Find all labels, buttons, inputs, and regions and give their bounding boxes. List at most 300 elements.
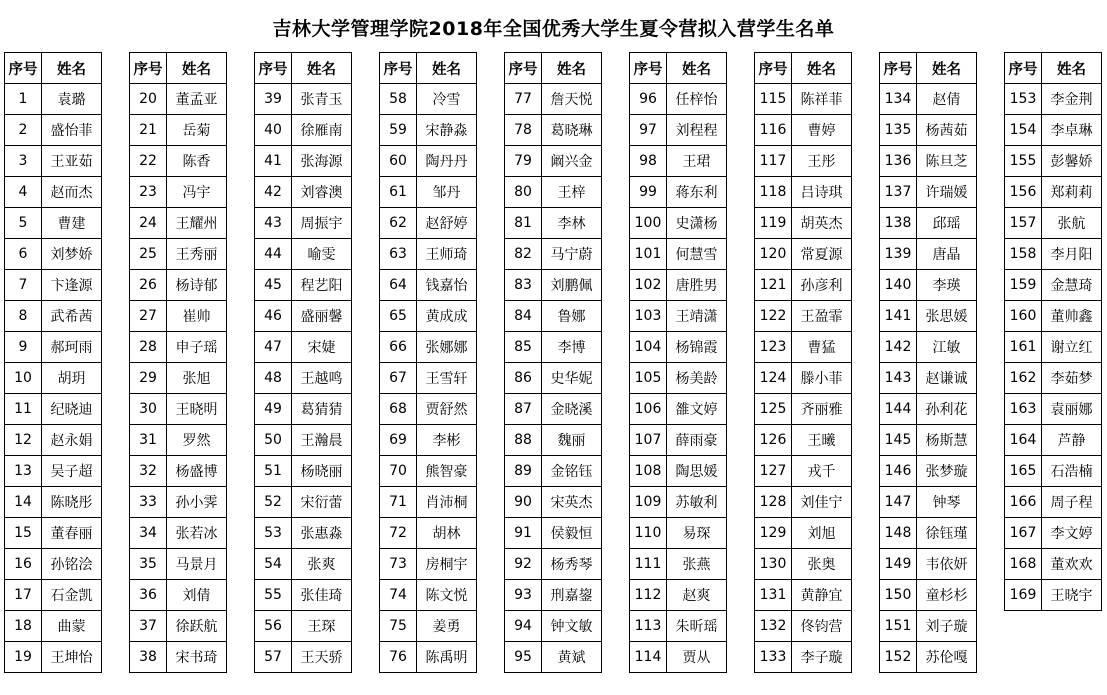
table-row: [255, 363, 352, 394]
row-number: 84: [505, 301, 542, 332]
row-number: 3: [5, 146, 42, 177]
table-row: [1005, 208, 1102, 239]
table-row: [880, 270, 977, 301]
row-number: 13: [5, 456, 42, 487]
table-row: [630, 270, 727, 301]
table-row: [505, 580, 602, 611]
table-row: [380, 332, 477, 363]
table-row: [255, 642, 352, 673]
student-name: 鲁娜: [542, 301, 602, 332]
row-number: 89: [505, 456, 542, 487]
student-name: 葛晓琳: [542, 115, 602, 146]
roster-table: [879, 52, 977, 673]
student-name: 杨秀琴: [542, 549, 602, 580]
table-row: [130, 642, 227, 673]
student-name: 贾舒然: [417, 394, 477, 425]
student-name: 刘倩: [167, 580, 227, 611]
row-number: 63: [380, 239, 417, 270]
student-name: 王瀚晨: [292, 425, 352, 456]
header-number: 序号: [255, 53, 292, 84]
student-name: 周振宇: [292, 208, 352, 239]
student-name: 张梦璇: [917, 456, 977, 487]
row-number: 99: [630, 177, 667, 208]
header-number: 序号: [5, 53, 42, 84]
student-name: 盛丽馨: [292, 301, 352, 332]
table-row: [130, 177, 227, 208]
student-name: 程艺阳: [292, 270, 352, 301]
table-row: [1005, 270, 1102, 301]
row-number: 24: [130, 208, 167, 239]
table-row: [505, 146, 602, 177]
row-number: 43: [255, 208, 292, 239]
row-number: 133: [755, 642, 792, 673]
table-row: [255, 518, 352, 549]
table-row: [130, 363, 227, 394]
row-number: 142: [880, 332, 917, 363]
table-row: [755, 146, 852, 177]
row-number: 75: [380, 611, 417, 642]
student-name: 杨美龄: [667, 363, 727, 394]
row-number: 102: [630, 270, 667, 301]
row-number: 122: [755, 301, 792, 332]
student-name: 孙小霁: [167, 487, 227, 518]
student-name: 金铭钰: [542, 456, 602, 487]
table-row: [755, 487, 852, 518]
row-number: 128: [755, 487, 792, 518]
row-number: 169: [1005, 580, 1042, 611]
table-row: [630, 518, 727, 549]
table-row: [880, 208, 977, 239]
row-number: 116: [755, 115, 792, 146]
student-name: 赵而杰: [42, 177, 102, 208]
student-name: 董孟亚: [167, 84, 227, 115]
row-number: 17: [5, 580, 42, 611]
table-row: [1005, 518, 1102, 549]
table-row: [505, 518, 602, 549]
student-name: 杨茜茹: [917, 115, 977, 146]
row-number: 10: [5, 363, 42, 394]
table-row: [880, 363, 977, 394]
student-name: 陈祥菲: [792, 84, 852, 115]
student-name: 彭馨娇: [1042, 146, 1102, 177]
student-name: 徐跃航: [167, 611, 227, 642]
row-number: 37: [130, 611, 167, 642]
table-row: [1005, 332, 1102, 363]
table-row: [5, 611, 102, 642]
table-row: [255, 332, 352, 363]
student-name: 蒋东利: [667, 177, 727, 208]
table-row: [130, 425, 227, 456]
row-number: 140: [880, 270, 917, 301]
student-name: 崔帅: [167, 301, 227, 332]
table-row: [505, 208, 602, 239]
student-name: 张娜娜: [417, 332, 477, 363]
table-row: [5, 518, 102, 549]
row-number: 76: [380, 642, 417, 673]
row-number: 29: [130, 363, 167, 394]
student-name: 薛雨豪: [667, 425, 727, 456]
row-number: 148: [880, 518, 917, 549]
row-number: 105: [630, 363, 667, 394]
student-name: 卞逢源: [42, 270, 102, 301]
student-name: 董欢欢: [1042, 549, 1102, 580]
row-number: 131: [755, 580, 792, 611]
student-name: 刘佳宁: [792, 487, 852, 518]
table-row: [380, 487, 477, 518]
row-number: 107: [630, 425, 667, 456]
table-row: [630, 301, 727, 332]
header-name: 姓名: [167, 53, 227, 84]
row-number: 1: [5, 84, 42, 115]
student-name: 李金荆: [1042, 84, 1102, 115]
student-name: 张旭: [167, 363, 227, 394]
table-row: [1005, 146, 1102, 177]
row-number: 31: [130, 425, 167, 456]
row-number: 48: [255, 363, 292, 394]
table-row: [255, 177, 352, 208]
table-row: [880, 642, 977, 673]
table-row: [1005, 363, 1102, 394]
table-row: [755, 394, 852, 425]
student-name: 王越鸣: [292, 363, 352, 394]
table-row: [630, 177, 727, 208]
row-number: 118: [755, 177, 792, 208]
table-row: [380, 239, 477, 270]
row-number: 156: [1005, 177, 1042, 208]
table-row: [505, 332, 602, 363]
table-row: [755, 270, 852, 301]
table-row: [130, 146, 227, 177]
table-row: [755, 84, 852, 115]
student-name: 张青玉: [292, 84, 352, 115]
table-row: [5, 146, 102, 177]
table-row: [1005, 301, 1102, 332]
header-number: 序号: [755, 53, 792, 84]
student-name: 史潇杨: [667, 208, 727, 239]
student-name: 董春丽: [42, 518, 102, 549]
row-number: 62: [380, 208, 417, 239]
row-number: 38: [130, 642, 167, 673]
row-number: 46: [255, 301, 292, 332]
row-number: 18: [5, 611, 42, 642]
header-number: 序号: [880, 53, 917, 84]
table-row: [130, 115, 227, 146]
table-row: [505, 115, 602, 146]
header-row: [880, 53, 977, 84]
student-name: 冷雪: [417, 84, 477, 115]
student-name: 戎千: [792, 456, 852, 487]
row-number: 68: [380, 394, 417, 425]
row-number: 108: [630, 456, 667, 487]
student-name: 赵爽: [667, 580, 727, 611]
header-row: [755, 53, 852, 84]
row-number: 19: [5, 642, 42, 673]
table-row: [130, 580, 227, 611]
table-row: [1005, 425, 1102, 456]
row-number: 109: [630, 487, 667, 518]
table-row: [755, 549, 852, 580]
table-row: [505, 642, 602, 673]
table-row: [630, 456, 727, 487]
student-name: 王晓宇: [1042, 580, 1102, 611]
table-row: [380, 84, 477, 115]
table-row: [880, 177, 977, 208]
row-number: 144: [880, 394, 917, 425]
table-row: [505, 301, 602, 332]
table-row: [755, 301, 852, 332]
header-name: 姓名: [792, 53, 852, 84]
table-row: [505, 425, 602, 456]
student-name: 苏敏利: [667, 487, 727, 518]
student-name: 武希茜: [42, 301, 102, 332]
student-name: 王师琦: [417, 239, 477, 270]
student-name: 胡玥: [42, 363, 102, 394]
row-number: 96: [630, 84, 667, 115]
row-number: 44: [255, 239, 292, 270]
student-name: 陶丹丹: [417, 146, 477, 177]
student-name: 宋英杰: [542, 487, 602, 518]
table-row: [755, 115, 852, 146]
student-name: 金晓溪: [542, 394, 602, 425]
row-number: 2: [5, 115, 42, 146]
table-row: [755, 518, 852, 549]
table-row: [130, 332, 227, 363]
table-row: [380, 580, 477, 611]
row-number: 80: [505, 177, 542, 208]
roster-table: [629, 52, 727, 673]
table-row: [130, 611, 227, 642]
row-number: 4: [5, 177, 42, 208]
row-number: 141: [880, 301, 917, 332]
row-number: 88: [505, 425, 542, 456]
student-name: 熊智豪: [417, 456, 477, 487]
table-row: [880, 580, 977, 611]
roster-table: [254, 52, 352, 673]
student-name: 曹猛: [792, 332, 852, 363]
row-number: 36: [130, 580, 167, 611]
row-number: 30: [130, 394, 167, 425]
student-name: 杨诗郁: [167, 270, 227, 301]
row-number: 161: [1005, 332, 1042, 363]
row-number: 129: [755, 518, 792, 549]
table-row: [880, 549, 977, 580]
row-number: 145: [880, 425, 917, 456]
student-name: 黄成成: [417, 301, 477, 332]
student-name: 张佳琦: [292, 580, 352, 611]
student-name: 钟琴: [917, 487, 977, 518]
student-name: 李文婷: [1042, 518, 1102, 549]
student-name: 刘程程: [667, 115, 727, 146]
table-row: [5, 177, 102, 208]
student-name: 孙彦利: [792, 270, 852, 301]
row-number: 35: [130, 549, 167, 580]
student-name: 吴子超: [42, 456, 102, 487]
student-name: 李卓琳: [1042, 115, 1102, 146]
student-name: 李彬: [417, 425, 477, 456]
table-row: [5, 84, 102, 115]
header-name: 姓名: [417, 53, 477, 84]
header-number: 序号: [130, 53, 167, 84]
table-row: [380, 146, 477, 177]
row-number: 85: [505, 332, 542, 363]
row-number: 120: [755, 239, 792, 270]
table-row: [505, 611, 602, 642]
table-row: [255, 115, 352, 146]
row-number: 136: [880, 146, 917, 177]
row-number: 166: [1005, 487, 1042, 518]
table-row: [130, 394, 227, 425]
row-number: 77: [505, 84, 542, 115]
row-number: 152: [880, 642, 917, 673]
row-number: 93: [505, 580, 542, 611]
table-row: [1005, 580, 1102, 611]
row-number: 47: [255, 332, 292, 363]
student-name: 齐丽雅: [792, 394, 852, 425]
page-title: 吉林大学管理学院2018年全国优秀大学生夏令营拟入营学生名单: [272, 18, 835, 40]
student-name: 谢立红: [1042, 332, 1102, 363]
table-row: [1005, 239, 1102, 270]
student-name: 陈禹明: [417, 642, 477, 673]
table-row: [755, 611, 852, 642]
student-name: 韦依妍: [917, 549, 977, 580]
row-number: 154: [1005, 115, 1042, 146]
row-number: 32: [130, 456, 167, 487]
row-number: 83: [505, 270, 542, 301]
student-name: 曹婷: [792, 115, 852, 146]
student-name: 王彤: [792, 146, 852, 177]
row-number: 162: [1005, 363, 1042, 394]
row-number: 64: [380, 270, 417, 301]
row-number: 135: [880, 115, 917, 146]
table-row: [880, 301, 977, 332]
student-name: 纪晓迪: [42, 394, 102, 425]
student-name: 李林: [542, 208, 602, 239]
row-number: 92: [505, 549, 542, 580]
row-number: 23: [130, 177, 167, 208]
row-number: 132: [755, 611, 792, 642]
student-name: 杨盛博: [167, 456, 227, 487]
student-name: 詹天悦: [542, 84, 602, 115]
row-number: 20: [130, 84, 167, 115]
student-name: 陈晓彤: [42, 487, 102, 518]
row-number: 66: [380, 332, 417, 363]
table-row: [130, 239, 227, 270]
student-name: 赵谦诚: [917, 363, 977, 394]
student-name: 张惠淼: [292, 518, 352, 549]
student-name: 张若冰: [167, 518, 227, 549]
row-number: 11: [5, 394, 42, 425]
student-name: 黄斌: [542, 642, 602, 673]
row-number: 121: [755, 270, 792, 301]
table-row: [505, 363, 602, 394]
row-number: 151: [880, 611, 917, 642]
table-row: [5, 394, 102, 425]
header-name: 姓名: [667, 53, 727, 84]
row-number: 53: [255, 518, 292, 549]
student-name: 王盈霏: [792, 301, 852, 332]
table-row: [1005, 456, 1102, 487]
table-row: [505, 270, 602, 301]
student-name: 王珺: [667, 146, 727, 177]
table-row: [380, 425, 477, 456]
roster-table: [1004, 52, 1102, 611]
table-row: [630, 332, 727, 363]
row-number: 130: [755, 549, 792, 580]
row-number: 106: [630, 394, 667, 425]
table-row: [755, 208, 852, 239]
table-row: [630, 84, 727, 115]
table-row: [630, 425, 727, 456]
row-number: 51: [255, 456, 292, 487]
row-number: 74: [380, 580, 417, 611]
table-row: [630, 363, 727, 394]
student-name: 吕诗琪: [792, 177, 852, 208]
row-number: 52: [255, 487, 292, 518]
student-name: 宋衍蕾: [292, 487, 352, 518]
table-row: [130, 270, 227, 301]
student-name: 李子璇: [792, 642, 852, 673]
row-number: 98: [630, 146, 667, 177]
row-number: 42: [255, 177, 292, 208]
row-number: 55: [255, 580, 292, 611]
row-number: 137: [880, 177, 917, 208]
header-name: 姓名: [917, 53, 977, 84]
table-row: [755, 642, 852, 673]
student-name: 王梓: [542, 177, 602, 208]
header-number: 序号: [380, 53, 417, 84]
roster-table: [379, 52, 477, 673]
student-name: 刘子璇: [917, 611, 977, 642]
student-name: 王曦: [792, 425, 852, 456]
table-row: [130, 518, 227, 549]
table-row: [380, 177, 477, 208]
row-number: 71: [380, 487, 417, 518]
table-row: [380, 611, 477, 642]
student-name: 常夏源: [792, 239, 852, 270]
student-name: 王坤怡: [42, 642, 102, 673]
student-name: 阚兴金: [542, 146, 602, 177]
roster-table: [754, 52, 852, 673]
student-name: 马景月: [167, 549, 227, 580]
student-name: 刘旭: [792, 518, 852, 549]
student-name: 肖沛桐: [417, 487, 477, 518]
student-name: 徐雁南: [292, 115, 352, 146]
row-number: 115: [755, 84, 792, 115]
row-number: 45: [255, 270, 292, 301]
table-row: [380, 549, 477, 580]
row-number: 81: [505, 208, 542, 239]
row-number: 21: [130, 115, 167, 146]
student-name: 金慧琦: [1042, 270, 1102, 301]
table-row: [380, 115, 477, 146]
row-number: 67: [380, 363, 417, 394]
table-row: [380, 394, 477, 425]
row-number: 168: [1005, 549, 1042, 580]
student-name: 张燕: [667, 549, 727, 580]
table-row: [880, 518, 977, 549]
student-name: 董帅鑫: [1042, 301, 1102, 332]
table-row: [755, 177, 852, 208]
student-name: 张海源: [292, 146, 352, 177]
row-number: 34: [130, 518, 167, 549]
row-number: 72: [380, 518, 417, 549]
table-row: [380, 208, 477, 239]
row-number: 127: [755, 456, 792, 487]
row-number: 70: [380, 456, 417, 487]
student-name: 任梓怡: [667, 84, 727, 115]
row-number: 65: [380, 301, 417, 332]
row-number: 146: [880, 456, 917, 487]
